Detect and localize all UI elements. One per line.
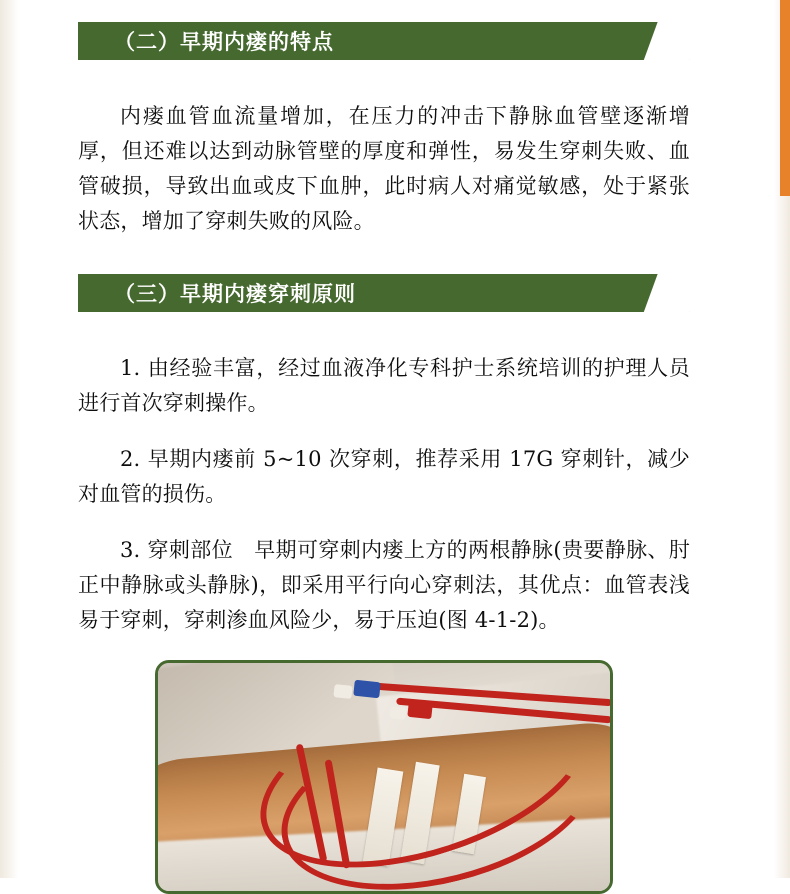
tubing-connector-blue bbox=[353, 680, 381, 699]
heading-wedge-2 bbox=[640, 274, 690, 312]
section-3-item-2: 2. 早期内瘘前 5~10 次穿刺，推荐采用 17G 穿刺针，减少对血管的损伤。 bbox=[78, 447, 690, 506]
chapter-tab-marker bbox=[780, 0, 790, 196]
section-2-paragraph-1: 内瘘血管血流量增加，在压力的冲击下静脉血管壁逐渐增厚，但还难以达到动脉管壁的厚度和弹性，易发生穿刺失败、血管破损，导致出血或皮下血肿，此时病人对痛觉敏感，处于紧张状态，增加了穿刺失败的风险。 bbox=[78, 104, 690, 233]
heading-bar-left-2 bbox=[78, 274, 92, 312]
figure-container bbox=[78, 660, 690, 894]
tubing-clamp-white-1 bbox=[333, 684, 352, 699]
figure-4-1-2-photo bbox=[155, 660, 613, 894]
section-3-item-3: 3. 穿刺部位 早期可穿刺内瘘上方的两根静脉(贵要静脉、肘正中静脉或头静脉)，即采用平行向心穿刺法，其优点：血管表浅易于穿刺，穿刺渗血风险少，易于压迫(图 4-1-2)。 bbox=[78, 538, 690, 632]
section-heading-2-text: （二）早期内瘘的特点 bbox=[114, 30, 334, 54]
page-content bbox=[78, 0, 690, 878]
section-heading-3-text: （三）早期内瘘穿刺原则 bbox=[114, 282, 356, 306]
section-heading-2 bbox=[78, 22, 690, 60]
heading-wedge bbox=[640, 22, 690, 60]
section-heading-3 bbox=[78, 274, 690, 312]
heading-bar-left bbox=[78, 22, 92, 60]
section-3-item-1: 1. 由经验丰富，经过血液净化专科护士系统培训的护理人员进行首次穿刺操作。 bbox=[78, 356, 690, 415]
tubing-connector-red bbox=[407, 702, 432, 719]
page-left-edge bbox=[0, 0, 18, 878]
tubing-clamp-white-2 bbox=[389, 706, 406, 720]
